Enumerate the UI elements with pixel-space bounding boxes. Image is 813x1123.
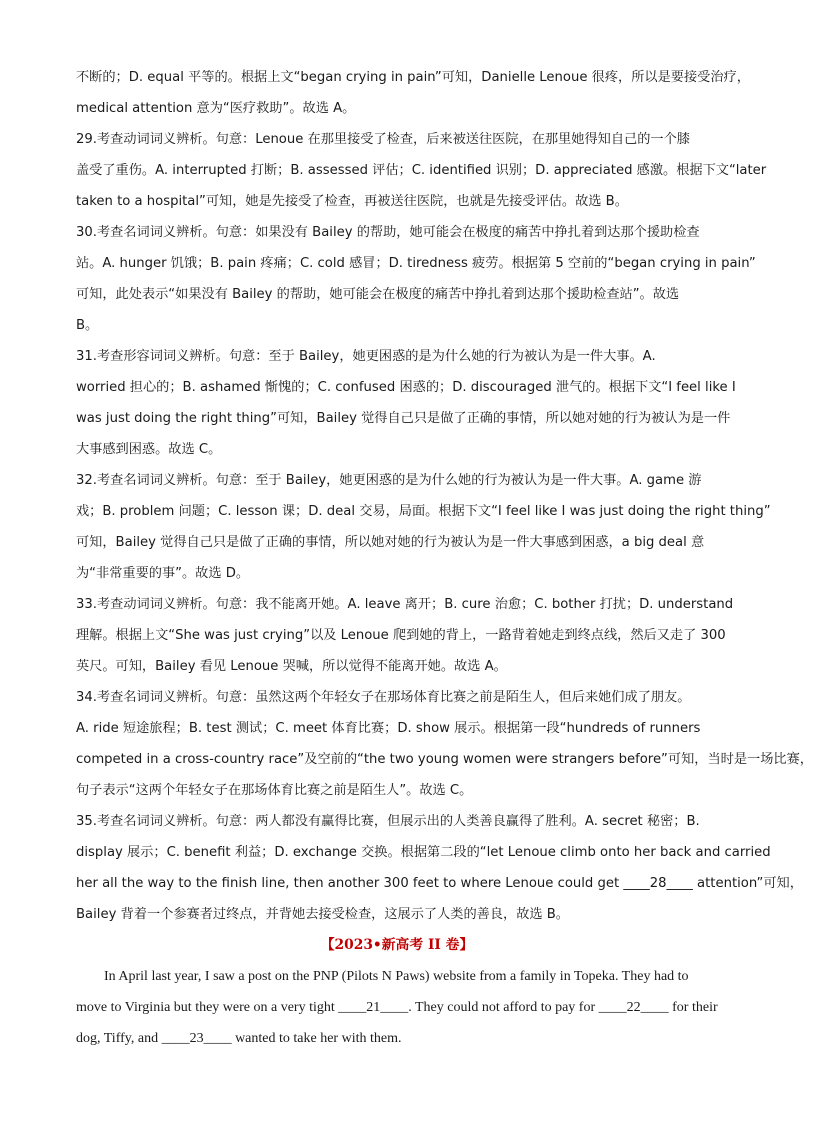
analysis-section xyxy=(76,62,813,930)
text-line: 33.考查动词词义辨析。句意：我不能离开她。A. leave 离开；B. cure 治愈；C. bother 打扰；D. understand xyxy=(76,597,734,612)
text-line: worried 担心的；B. ashamed 惭愧的；C. confused 困惑的；D. discouraged 泄气的。根据下文“I feel like I xyxy=(76,380,736,395)
text-line: display 展示；C. benefit 利益；D. exchange 交换。根据第二段的“let Lenoue climb onto her back and carried xyxy=(76,845,771,860)
passage-line: move to Virginia but they were on a very tight ____21____. They could not afford to pay for ____22____ for their xyxy=(76,1000,718,1015)
reading-passage xyxy=(76,961,718,1054)
text-line: 站。A. hunger 饥饿；B. pain 疼痛；C. cold 感冒；D. tiredness 疲劳。根据第 5 空前的“began crying in pain” xyxy=(76,256,756,271)
text-line: taken to a hospital”可知，她是先接受了检查，再被送往医院，也就是先接受评估。故选 B。 xyxy=(76,194,628,209)
text-line: Bailey 背着一个参赛者过终点，并背她去接受检查，这展示了人类的善良，故选 B。 xyxy=(76,907,569,922)
text-line: 戏；B. problem 问题；C. lesson 课；D. deal 交易，局面。根据下文“I feel like I was just doing the right thing” xyxy=(76,504,771,519)
text-line: 31.考查形容词词义辨析。句意：至于 Bailey，她更困惑的是为什么她的行为被认为是一件大事。A. xyxy=(76,349,656,364)
text-line: 句子表示“这两个年轻女子在那场体育比赛之前是陌生人”。故选 C。 xyxy=(76,783,473,798)
text-line: 可知，此处表示“如果没有 Bailey 的帮助，她可能会在极度的痛苦中挣扎着到达那个援助检查站”。故选 xyxy=(76,287,680,302)
text-line: A. ride 短途旅程；B. test 测试；C. meet 体育比赛；D. show 展示。根据第一段“hundreds of runners xyxy=(76,721,701,736)
text-line: 大事感到困惑。故选 C。 xyxy=(76,442,222,457)
text-line: medical attention 意为“医疗救助”。故选 A。 xyxy=(76,101,356,116)
text-line: competed in a cross-country race”及空前的“the two young women were strangers before”可知，当时是一场比赛， xyxy=(76,752,813,767)
text-line: 理解。根据上文“She was just crying”以及 Lenoue 爬到她的背上，一路背着她走到终点线，然后又走了 300 xyxy=(76,628,726,643)
text-line: 29.考查动词词义辨析。句意：Lenoue 在那里接受了检查，后来被送往医院，在那里她得知自己的一个膝 xyxy=(76,132,690,147)
text-line: 30.考查名词词义辨析。句意：如果没有 Bailey 的帮助，她可能会在极度的痛苦中挣扎着到达那个援助检查 xyxy=(76,225,700,240)
text-line: was just doing the right thing”可知，Bailey 觉得自己只是做了正确的事情，所以她对她的行为被认为是一件 xyxy=(76,411,731,426)
text-line: 可知，Bailey 觉得自己只是做了正确的事情，所以她对她的行为被认为是一件大事感到困惑，a big deal 意 xyxy=(76,535,705,550)
text-line: B。 xyxy=(76,318,99,333)
text-line: 英尺。可知，Bailey 看见 Lenoue 哭喊，所以觉得不能离开她。故选 A。 xyxy=(76,659,507,674)
passage-line: In April last year, I saw a post on the PNP (Pilots N Paws) website from a family in Topeka. They had to xyxy=(104,969,689,984)
text-line: 34.考查名词词义辨析。句意：虽然这两个年轻女子在那场体育比赛之前是陌生人，但后来她们成了朋友。 xyxy=(76,690,691,705)
text-line: 为“非常重要的事”。故选 D。 xyxy=(76,566,250,581)
text-line: 盖受了重伤。A. interrupted 打断；B. assessed 评估；C. identified 识别；D. appreciated 感激。根据下文“later xyxy=(76,163,767,178)
text-line: 35.考查名词词义辨析。句意：两人都没有赢得比赛，但展示出的人类善良赢得了胜利。A. secret 秘密；B. xyxy=(76,814,700,829)
text-line: 不断的；D. equal 平等的。根据上文“began crying in pain”可知，Danielle Lenoue 很疼，所以是要接受治疗， xyxy=(76,70,750,85)
section-heading: 【2023•新高考 II 卷】 xyxy=(320,937,474,953)
passage-line: dog, Tiffy, and ____23____ wanted to take her with them. xyxy=(76,1031,402,1046)
text-line: 32.考查名词词义辨析。句意：至于 Bailey，她更困惑的是为什么她的行为被认为是一件大事。A. game 游 xyxy=(76,473,702,488)
text-line: her all the way to the finish line, then another 300 feet to where Lenoue could get ____28____ attention”可知， xyxy=(76,876,803,891)
